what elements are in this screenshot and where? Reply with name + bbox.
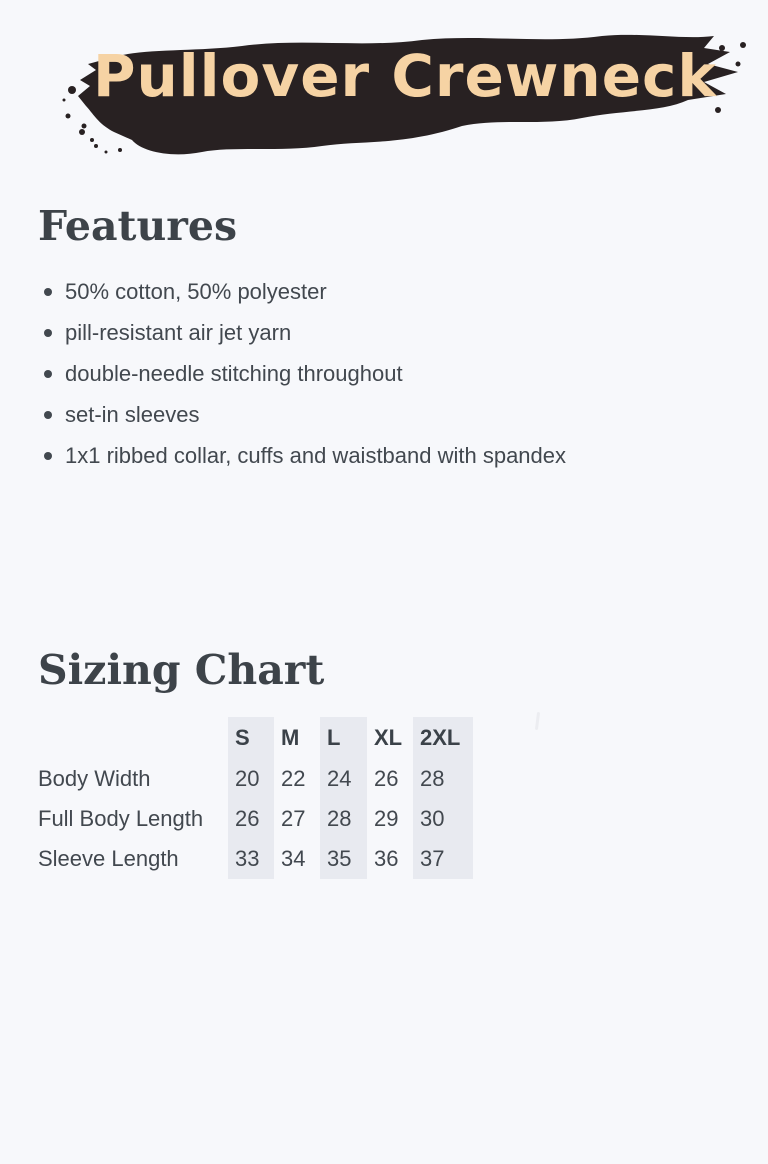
feature-item bbox=[38, 394, 730, 435]
cell: 26 bbox=[235, 806, 260, 832]
col-header-xl: XL bbox=[374, 725, 403, 751]
cell: 33 bbox=[235, 846, 260, 872]
col-header-m: M bbox=[281, 725, 300, 751]
cell: 36 bbox=[374, 846, 399, 872]
feature-item bbox=[38, 271, 730, 312]
col-header-l: L bbox=[327, 725, 341, 751]
cell: 34 bbox=[281, 846, 306, 872]
cell: 26 bbox=[374, 766, 399, 792]
table-row-body-width bbox=[38, 759, 473, 799]
cell: 29 bbox=[374, 806, 399, 832]
bullet-icon bbox=[44, 370, 52, 378]
table-row-full-body-length bbox=[38, 799, 473, 839]
corner-cell bbox=[38, 717, 228, 759]
sizing-chart-heading: Sizing Chart bbox=[38, 646, 325, 695]
feature-text: set-in sleeves bbox=[65, 402, 200, 428]
feature-item bbox=[38, 353, 730, 394]
faint-smudge-artifact bbox=[535, 712, 540, 730]
cell: 22 bbox=[281, 766, 306, 792]
page-title: Pullover Crewneck bbox=[92, 42, 718, 110]
title-banner bbox=[0, 0, 768, 170]
features-list bbox=[38, 271, 730, 476]
bullet-icon bbox=[44, 329, 52, 337]
feature-text: double-needle stitching throughout bbox=[65, 361, 403, 387]
feature-text: 50% cotton, 50% polyester bbox=[65, 279, 327, 305]
cell: 27 bbox=[281, 806, 306, 832]
feature-text: pill-resistant air jet yarn bbox=[65, 320, 292, 346]
col-header-s: S bbox=[235, 725, 250, 751]
feature-item bbox=[38, 435, 730, 476]
cell: 30 bbox=[420, 806, 445, 832]
feature-text: 1x1 ribbed collar, cuffs and waistband with spandex bbox=[65, 443, 567, 469]
row-label: Body Width bbox=[38, 766, 151, 792]
bullet-icon bbox=[44, 452, 52, 460]
cell: 35 bbox=[327, 846, 352, 872]
bullet-icon bbox=[44, 288, 52, 296]
bullet-icon bbox=[44, 411, 52, 419]
cell: 24 bbox=[327, 766, 352, 792]
cell: 28 bbox=[420, 766, 445, 792]
cell: 28 bbox=[327, 806, 352, 832]
cell: 20 bbox=[235, 766, 260, 792]
features-heading: Features bbox=[38, 202, 238, 250]
col-header-2xl: 2XL bbox=[420, 725, 461, 751]
sizing-table bbox=[38, 717, 473, 879]
table-row-sleeve-length bbox=[38, 839, 473, 879]
row-label: Full Body Length bbox=[38, 806, 204, 832]
cell: 37 bbox=[420, 846, 445, 872]
feature-item bbox=[38, 312, 730, 353]
row-label: Sleeve Length bbox=[38, 846, 179, 872]
table-header-row bbox=[38, 717, 473, 759]
